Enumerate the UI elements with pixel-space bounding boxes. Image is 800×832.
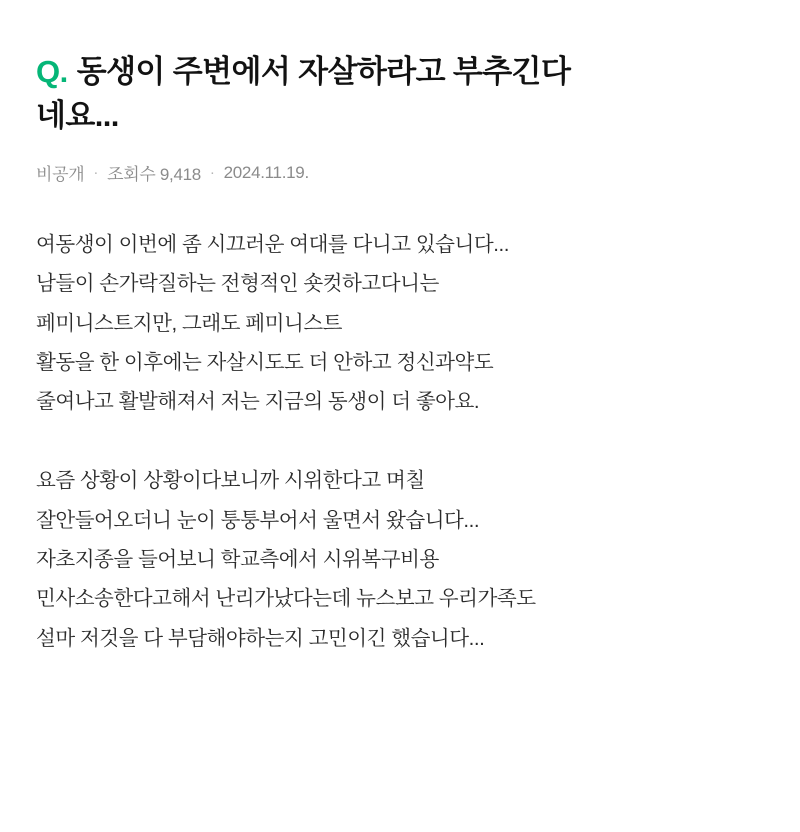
question-mark-icon: Q. <box>36 54 68 89</box>
title-text-1: 동생이 주변에서 자살하라고 부추긴다 <box>76 54 571 89</box>
body-line: 남들이 손가락질하는 전형적인 숏컷하고다니는 <box>36 272 439 296</box>
article-body <box>36 225 764 658</box>
meta-separator-1: · <box>93 164 99 182</box>
title-line-2: 네요... <box>36 98 119 134</box>
body-line: 잘안들어오더니 눈이 퉁퉁부어서 울면서 왔습니다... <box>36 508 480 532</box>
post-date: 2024.11.19. <box>223 162 309 182</box>
body-line: 설마 저것을 다 부담해야하는지 고민이긴 했습니다... <box>36 626 485 650</box>
body-line: 활동을 한 이후에는 자살시도도 더 안하고 정신과약도 <box>36 351 494 375</box>
body-line: 자초지종을 들어보니 학교측에서 시위복구비용 <box>36 547 439 571</box>
body-line: 요즘 상황이 상황이다보니까 시위한다고 며칠 <box>36 469 425 493</box>
view-count: 조회수 9,418 <box>107 165 201 185</box>
body-line: 민사소송한다고해서 난리가났다는데 뉴스보고 우리가족도 <box>36 587 536 611</box>
paragraph-2 <box>36 461 764 658</box>
author-label: 비공개 <box>36 165 85 185</box>
body-line: 줄여나고 활발해져서 저는 지금의 동생이 더 좋아요. <box>36 390 480 414</box>
page-title <box>36 50 764 138</box>
article-meta <box>36 160 764 185</box>
body-line: 페미니스트지만, 그래도 페미니스트 <box>36 311 343 335</box>
body-line: 여동생이 이번에 좀 시끄러운 여대를 다니고 있습니다... <box>36 233 509 257</box>
title-line-1 <box>36 50 764 94</box>
paragraph-1 <box>36 225 764 422</box>
meta-separator-2: · <box>209 164 215 182</box>
